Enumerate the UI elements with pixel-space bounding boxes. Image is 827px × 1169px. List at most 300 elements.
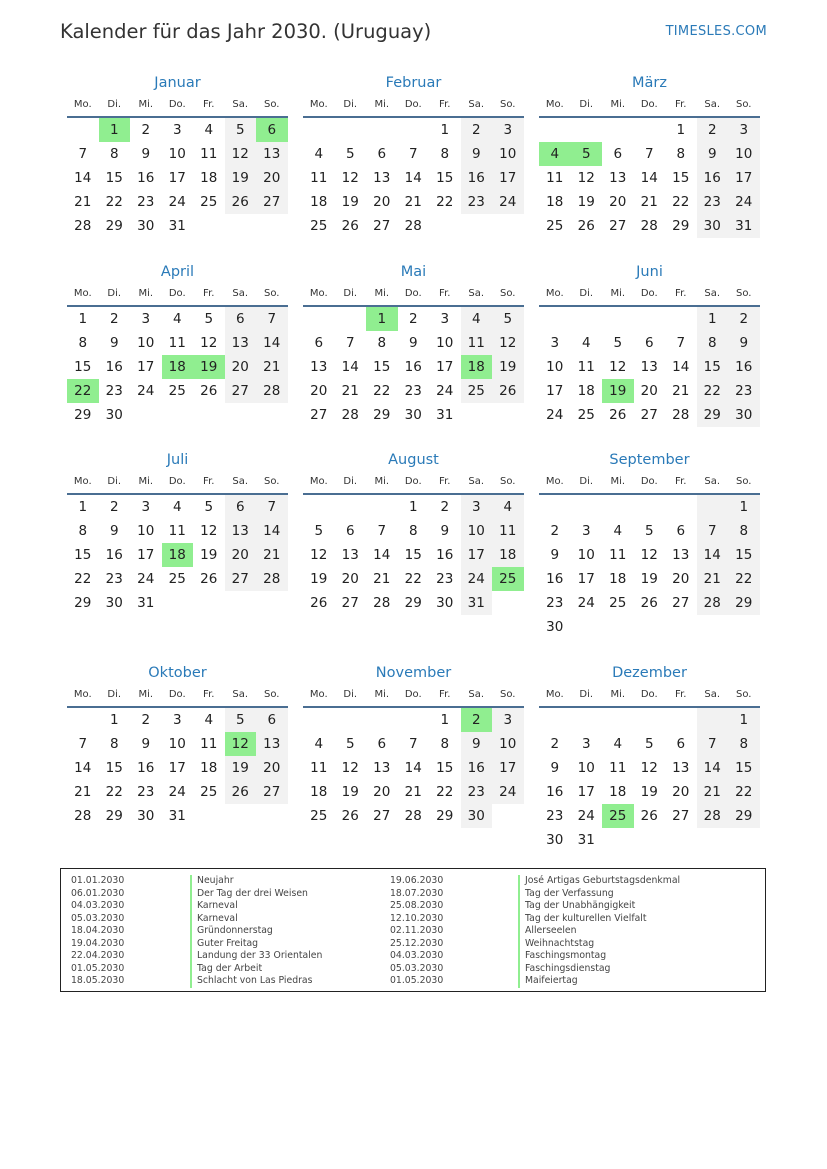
day-cell: 18	[546, 194, 564, 210]
empty-day-cell	[335, 708, 367, 732]
day-cell: 16	[461, 166, 493, 190]
day-grid	[67, 118, 288, 238]
day-cell: 9	[109, 335, 119, 351]
day-cell: 14	[672, 359, 690, 375]
weekday-label: Do.	[404, 288, 422, 299]
weekday-label: Sa.	[704, 476, 721, 487]
legend-date: 25.12.2030	[390, 937, 444, 949]
day-cell: 1	[440, 122, 450, 138]
day-grid	[67, 708, 288, 828]
month-9	[539, 447, 760, 639]
day-cell: 21	[74, 784, 92, 800]
weekday-label: So.	[264, 689, 280, 700]
day-cell: 4	[613, 736, 623, 752]
day-cell: 15	[672, 170, 690, 186]
weekday-label: Mo.	[73, 689, 92, 700]
day-cell: 3	[172, 122, 182, 138]
day-cell: 18	[310, 194, 328, 210]
day-cell: 12	[225, 732, 257, 756]
day-cell: 16	[728, 355, 760, 379]
day-cell: 19	[310, 571, 328, 587]
day-cell: 27	[672, 808, 690, 824]
day-cell: 21	[697, 780, 729, 804]
day-cell: 28	[341, 407, 359, 423]
day-cell: 17	[577, 784, 595, 800]
weekday-header	[67, 285, 288, 307]
day-cell: 14	[404, 170, 422, 186]
day-cell: 11	[609, 760, 627, 776]
day-cell: 5	[492, 307, 524, 331]
day-cell: 16	[404, 359, 422, 375]
empty-day-cell	[571, 118, 603, 142]
day-cell: 29	[672, 218, 690, 234]
weekday-label: Fr.	[203, 99, 215, 110]
day-cell: 2	[109, 311, 119, 327]
day-cell: 13	[341, 547, 359, 563]
day-cell: 5	[644, 736, 654, 752]
day-cell: 26	[492, 379, 524, 403]
weekday-label: So.	[500, 689, 516, 700]
day-cell: 29	[373, 407, 391, 423]
day-cell: 12	[200, 523, 218, 539]
day-cell: 7	[676, 335, 686, 351]
weekday-label: So.	[500, 99, 516, 110]
day-cell: 17	[546, 383, 564, 399]
day-cell: 14	[341, 359, 359, 375]
empty-day-cell	[335, 495, 367, 519]
day-cell: 13	[225, 331, 257, 355]
month-5	[303, 259, 524, 427]
weekday-label: Mo.	[545, 288, 564, 299]
day-cell: 18	[162, 543, 194, 567]
day-cell: 1	[78, 311, 88, 327]
weekday-label: Mi.	[374, 99, 390, 110]
weekday-label: Di.	[343, 288, 358, 299]
day-cell: 22	[74, 571, 92, 587]
day-cell: 18	[577, 383, 595, 399]
day-cell: 6	[613, 146, 623, 162]
day-cell: 16	[137, 760, 155, 776]
day-cell: 29	[728, 591, 760, 615]
day-cell: 6	[256, 118, 288, 142]
day-cell: 2	[461, 708, 493, 732]
weekday-header	[303, 285, 524, 307]
day-cell: 20	[672, 571, 690, 587]
day-cell: 8	[440, 146, 450, 162]
weekday-label: Fr.	[675, 476, 687, 487]
legend-date: 01.05.2030	[390, 975, 444, 986]
day-cell: 4	[461, 307, 493, 331]
legend-date: 01.01.2030	[71, 875, 125, 886]
day-grid	[67, 495, 288, 615]
day-cell: 9	[440, 523, 450, 539]
day-cell: 28	[74, 808, 92, 824]
day-cell: 11	[200, 146, 218, 162]
empty-day-cell	[665, 307, 697, 331]
day-cell: 19	[602, 379, 634, 403]
day-cell: 6	[377, 736, 387, 752]
day-cell: 7	[644, 146, 654, 162]
day-cell: 8	[728, 732, 760, 756]
day-cell: 11	[310, 170, 328, 186]
day-cell: 2	[408, 311, 418, 327]
day-cell: 15	[74, 547, 92, 563]
weekday-label: Mi.	[610, 689, 626, 700]
weekday-label: Do.	[168, 689, 186, 700]
legend-date: 25.08.2030	[390, 900, 444, 911]
weekday-header	[303, 686, 524, 708]
day-cell: 24	[461, 567, 493, 591]
month-name: Oktober	[148, 665, 207, 681]
day-cell: 20	[225, 355, 257, 379]
legend-holiday-name: Allerseelen	[518, 925, 680, 938]
day-cell: 6	[676, 736, 686, 752]
legend-holiday-name: Tag der Unabhängigkeit	[518, 900, 680, 913]
day-cell: 27	[609, 218, 627, 234]
weekday-label: So.	[264, 288, 280, 299]
day-cell: 20	[256, 756, 288, 780]
weekday-label: Do.	[168, 288, 186, 299]
day-cell: 21	[373, 571, 391, 587]
day-cell: 22	[728, 780, 760, 804]
day-cell: 15	[373, 359, 391, 375]
day-cell: 11	[546, 170, 564, 186]
day-cell: 3	[440, 311, 450, 327]
day-grid	[303, 118, 524, 238]
day-cell: 17	[492, 166, 524, 190]
day-cell: 18	[200, 170, 218, 186]
empty-day-cell	[366, 495, 398, 519]
day-cell: 3	[492, 118, 524, 142]
day-cell: 16	[546, 571, 564, 587]
day-cell: 14	[74, 760, 92, 776]
day-cell: 1	[99, 118, 131, 142]
weekday-label: Do.	[168, 476, 186, 487]
day-cell: 27	[373, 808, 391, 824]
day-cell: 10	[436, 335, 454, 351]
day-cell: 18	[310, 784, 328, 800]
day-cell: 24	[436, 383, 454, 399]
weekday-label: Sa.	[468, 288, 485, 299]
day-cell: 31	[436, 407, 454, 423]
legend-date: 12.10.2030	[390, 912, 444, 924]
day-cell: 1	[78, 499, 88, 515]
day-cell: 26	[640, 808, 658, 824]
day-cell: 9	[141, 146, 151, 162]
weekday-label: Fr.	[203, 476, 215, 487]
weekday-label: Sa.	[468, 476, 485, 487]
legend-date: 05.03.2030	[390, 962, 444, 974]
day-cell: 27	[256, 190, 288, 214]
day-cell: 5	[644, 523, 654, 539]
day-cell: 30	[461, 804, 493, 828]
empty-day-cell	[571, 708, 603, 732]
weekday-label: Fr.	[675, 99, 687, 110]
day-cell: 23	[404, 383, 422, 399]
weekday-label: Mo.	[309, 689, 328, 700]
day-cell: 30	[404, 407, 422, 423]
day-cell: 1	[408, 499, 418, 515]
month-name: Juli	[166, 452, 189, 468]
day-cell: 26	[640, 595, 658, 611]
day-cell: 15	[697, 355, 729, 379]
day-cell: 28	[256, 379, 288, 403]
day-cell: 22	[105, 784, 123, 800]
day-cell: 1	[728, 708, 760, 732]
day-cell: 20	[225, 543, 257, 567]
empty-day-cell	[539, 495, 571, 519]
day-cell: 29	[74, 595, 92, 611]
day-cell: 17	[436, 359, 454, 375]
legend-date: 22.04.2030	[71, 950, 125, 961]
day-cell: 8	[109, 146, 119, 162]
weekday-label: Sa.	[232, 689, 249, 700]
day-cell: 17	[137, 359, 155, 375]
day-cell: 10	[168, 736, 186, 752]
month-4	[67, 259, 288, 427]
weekday-label: Sa.	[232, 288, 249, 299]
day-cell: 2	[440, 499, 450, 515]
day-cell: 11	[200, 736, 218, 752]
day-cell: 20	[256, 166, 288, 190]
weekday-label: Fr.	[439, 99, 451, 110]
day-cell: 2	[728, 307, 760, 331]
day-cell: 10	[728, 142, 760, 166]
day-cell: 20	[640, 383, 658, 399]
weekday-label: Sa.	[704, 288, 721, 299]
legend-names-2	[518, 875, 680, 988]
weekday-label: Mi.	[374, 476, 390, 487]
legend-holiday-name: Guter Freitag	[190, 938, 322, 951]
day-cell: 13	[373, 760, 391, 776]
weekday-label: Fr.	[203, 689, 215, 700]
day-cell: 19	[225, 756, 257, 780]
day-cell: 2	[141, 712, 151, 728]
day-cell: 9	[550, 547, 560, 563]
day-cell: 11	[168, 335, 186, 351]
empty-day-cell	[665, 708, 697, 732]
day-cell: 24	[168, 784, 186, 800]
day-cell: 8	[78, 523, 88, 539]
empty-day-cell	[602, 708, 634, 732]
legend-date: 19.04.2030	[71, 937, 125, 949]
legend-holiday-name: Gründonnerstag	[190, 925, 322, 938]
day-cell: 27	[310, 407, 328, 423]
day-cell: 27	[256, 780, 288, 804]
empty-day-cell	[335, 118, 367, 142]
legend-date: 18.04.2030	[71, 925, 125, 936]
day-cell: 25	[310, 218, 328, 234]
weekday-header	[539, 285, 760, 307]
day-cell: 6	[377, 146, 387, 162]
empty-day-cell	[303, 708, 335, 732]
day-cell: 9	[728, 331, 760, 355]
day-cell: 12	[341, 760, 359, 776]
weekday-label: Mo.	[545, 689, 564, 700]
legend-date: 18.05.2030	[71, 975, 125, 986]
day-cell: 18	[492, 543, 524, 567]
day-cell: 3	[141, 499, 151, 515]
legend-date: 02.11.2030	[390, 925, 444, 936]
day-cell: 16	[105, 547, 123, 563]
day-cell: 14	[640, 170, 658, 186]
day-cell: 25	[546, 218, 564, 234]
day-cell: 8	[408, 523, 418, 539]
weekday-label: Mi.	[610, 476, 626, 487]
day-cell: 8	[697, 331, 729, 355]
day-cell: 7	[78, 736, 88, 752]
weekday-header	[67, 96, 288, 118]
weekday-label: Fr.	[439, 288, 451, 299]
month-name: Januar	[154, 75, 201, 91]
day-cell: 3	[581, 736, 591, 752]
day-cell: 3	[581, 523, 591, 539]
day-cell: 28	[640, 218, 658, 234]
day-cell: 29	[74, 407, 92, 423]
weekday-label: Di.	[343, 99, 358, 110]
day-cell: 3	[550, 335, 560, 351]
day-cell: 22	[728, 567, 760, 591]
day-cell: 16	[105, 359, 123, 375]
day-cell: 28	[404, 808, 422, 824]
weekday-header	[539, 473, 760, 495]
weekday-label: Do.	[404, 476, 422, 487]
month-name: August	[388, 452, 439, 468]
day-cell: 29	[436, 808, 454, 824]
day-cell: 28	[256, 567, 288, 591]
legend-holiday-name: Landung der 33 Orientalen	[190, 950, 322, 963]
day-cell: 15	[436, 760, 454, 776]
empty-day-cell	[571, 307, 603, 331]
day-cell: 31	[168, 218, 186, 234]
day-cell: 25	[492, 567, 524, 591]
day-cell: 13	[225, 519, 257, 543]
day-cell: 11	[577, 359, 595, 375]
weekday-label: So.	[264, 476, 280, 487]
day-cell: 24	[168, 194, 186, 210]
day-cell: 30	[436, 595, 454, 611]
day-cell: 10	[546, 359, 564, 375]
day-cell: 29	[728, 804, 760, 828]
day-cell: 20	[373, 784, 391, 800]
day-cell: 6	[345, 523, 355, 539]
day-cell: 25	[200, 194, 218, 210]
day-cell: 9	[461, 732, 493, 756]
day-cell: 25	[577, 407, 595, 423]
day-cell: 17	[168, 170, 186, 186]
month-3	[539, 70, 760, 238]
day-cell: 21	[404, 194, 422, 210]
weekday-label: Di.	[107, 99, 122, 110]
empty-day-cell	[665, 495, 697, 519]
day-cell: 13	[310, 359, 328, 375]
day-cell: 7	[345, 335, 355, 351]
day-cell: 27	[225, 379, 257, 403]
day-cell: 23	[137, 784, 155, 800]
month-name: November	[375, 665, 452, 681]
day-cell: 30	[137, 218, 155, 234]
day-cell: 27	[640, 407, 658, 423]
weekday-label: Di.	[579, 288, 594, 299]
day-cell: 15	[404, 547, 422, 563]
day-cell: 23	[461, 780, 493, 804]
brand-link[interactable]: TIMESLES.COM	[665, 24, 767, 39]
day-cell: 5	[345, 736, 355, 752]
day-cell: 6	[225, 495, 257, 519]
weekday-label: Di.	[579, 99, 594, 110]
weekday-label: Di.	[107, 288, 122, 299]
day-cell: 4	[172, 311, 182, 327]
day-cell: 9	[461, 142, 493, 166]
weekday-label: Fr.	[203, 288, 215, 299]
legend-holiday-name: Tag der kulturellen Vielfalt	[518, 913, 680, 926]
day-cell: 31	[577, 832, 595, 848]
day-cell: 24	[492, 190, 524, 214]
day-cell: 23	[436, 571, 454, 587]
weekday-label: Do.	[404, 99, 422, 110]
day-cell: 26	[341, 218, 359, 234]
day-cell: 6	[676, 523, 686, 539]
day-cell: 22	[436, 784, 454, 800]
weekday-label: Mo.	[309, 288, 328, 299]
day-cell: 16	[697, 166, 729, 190]
weekday-label: Mo.	[545, 476, 564, 487]
day-cell: 13	[672, 760, 690, 776]
legend-holiday-name: Der Tag der drei Weisen	[190, 888, 322, 901]
day-cell: 16	[546, 784, 564, 800]
weekday-label: Di.	[579, 689, 594, 700]
empty-day-cell	[602, 118, 634, 142]
empty-day-cell	[539, 118, 571, 142]
month-name: Februar	[385, 75, 442, 91]
weekday-label: Fr.	[675, 689, 687, 700]
day-cell: 23	[697, 190, 729, 214]
legend-date: 04.03.2030	[71, 900, 125, 911]
day-grid	[539, 708, 760, 852]
month-name: Juni	[636, 264, 663, 280]
day-cell: 10	[461, 519, 493, 543]
day-cell: 4	[492, 495, 524, 519]
day-cell: 23	[546, 808, 564, 824]
weekday-label: Do.	[168, 99, 186, 110]
day-cell: 28	[672, 407, 690, 423]
day-cell: 21	[640, 194, 658, 210]
day-grid	[303, 708, 524, 828]
legend-holiday-name: José Artigas Geburtstagsdenkmal	[518, 875, 680, 888]
day-cell: 24	[137, 571, 155, 587]
day-cell: 27	[672, 595, 690, 611]
day-cell: 10	[492, 732, 524, 756]
day-grid	[539, 495, 760, 639]
legend-date: 04.03.2030	[390, 950, 444, 961]
day-cell: 25	[602, 804, 634, 828]
weekday-label: Mi.	[138, 689, 154, 700]
weekday-label: Sa.	[468, 99, 485, 110]
day-cell: 23	[105, 571, 123, 587]
day-cell: 26	[310, 595, 328, 611]
day-cell: 19	[640, 784, 658, 800]
month-2	[303, 70, 524, 238]
weekday-header	[67, 686, 288, 708]
day-cell: 14	[373, 547, 391, 563]
empty-day-cell	[602, 495, 634, 519]
empty-day-cell	[335, 307, 367, 331]
legend-date: 19.06.2030	[390, 875, 444, 886]
day-cell: 22	[672, 194, 690, 210]
day-cell: 23	[546, 595, 564, 611]
weekday-label: Mo.	[73, 288, 92, 299]
day-cell: 12	[200, 335, 218, 351]
